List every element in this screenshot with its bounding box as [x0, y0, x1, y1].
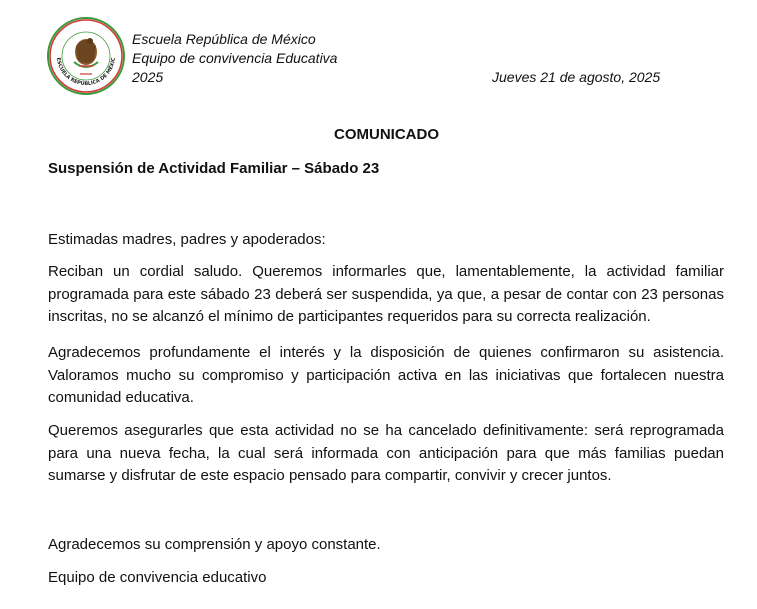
body-paragraph-2: Agradecemos profundamente el interés y la disposición de quienes confirmaron su asistencia. Valoramos mucho su compromiso y participación activa en las iniciativas que fortalecen nuestra comunidad educativa.: [48, 344, 724, 406]
document-date: Jueves 21 de agosto, 2025: [492, 69, 661, 85]
team-name: Equipo de convivencia Educativa: [132, 50, 338, 66]
svg-text:ESCUELA REPÚBLICA DE MÉXICO: ESCUELA REPÚBLICA DE MÉXIC: [55, 57, 117, 88]
school-logo: [46, 16, 126, 96]
greeting: Estimadas madres, padres y apoderados:: [48, 231, 326, 248]
header-year: 2025: [132, 69, 164, 85]
body-paragraph-1: Reciban un cordial saludo. Queremos informarles que, lamentablemente, la actividad familiar programada para este sábado 23 deberá ser suspendida, ya que, a pesar de contar con 23 personas inscritas, no se alcanzó el mínimo de participantes requeridos para su correcta realización.: [48, 263, 724, 325]
school-name: Escuela República de México: [132, 31, 316, 47]
signature: Equipo de convivencia educativo: [48, 569, 267, 586]
body-paragraph-3: Queremos asegurarles que esta actividad no se ha cancelado definitivamente: será reprogramada para una nueva fecha, la cual será informada con anticipación para que más familias puedan sumarse y disfrutar de este espacio pensado para compartir, convivir y crecer juntos.: [48, 422, 724, 484]
closing-thanks: Agradecemos su comprensión y apoyo constante.: [48, 536, 381, 553]
school-seal-icon: [46, 16, 126, 96]
header-block: [132, 30, 337, 87]
document-title: COMUNICADO: [334, 126, 439, 143]
document-subject: Suspensión de Actividad Familiar – Sábado 23: [48, 160, 380, 177]
